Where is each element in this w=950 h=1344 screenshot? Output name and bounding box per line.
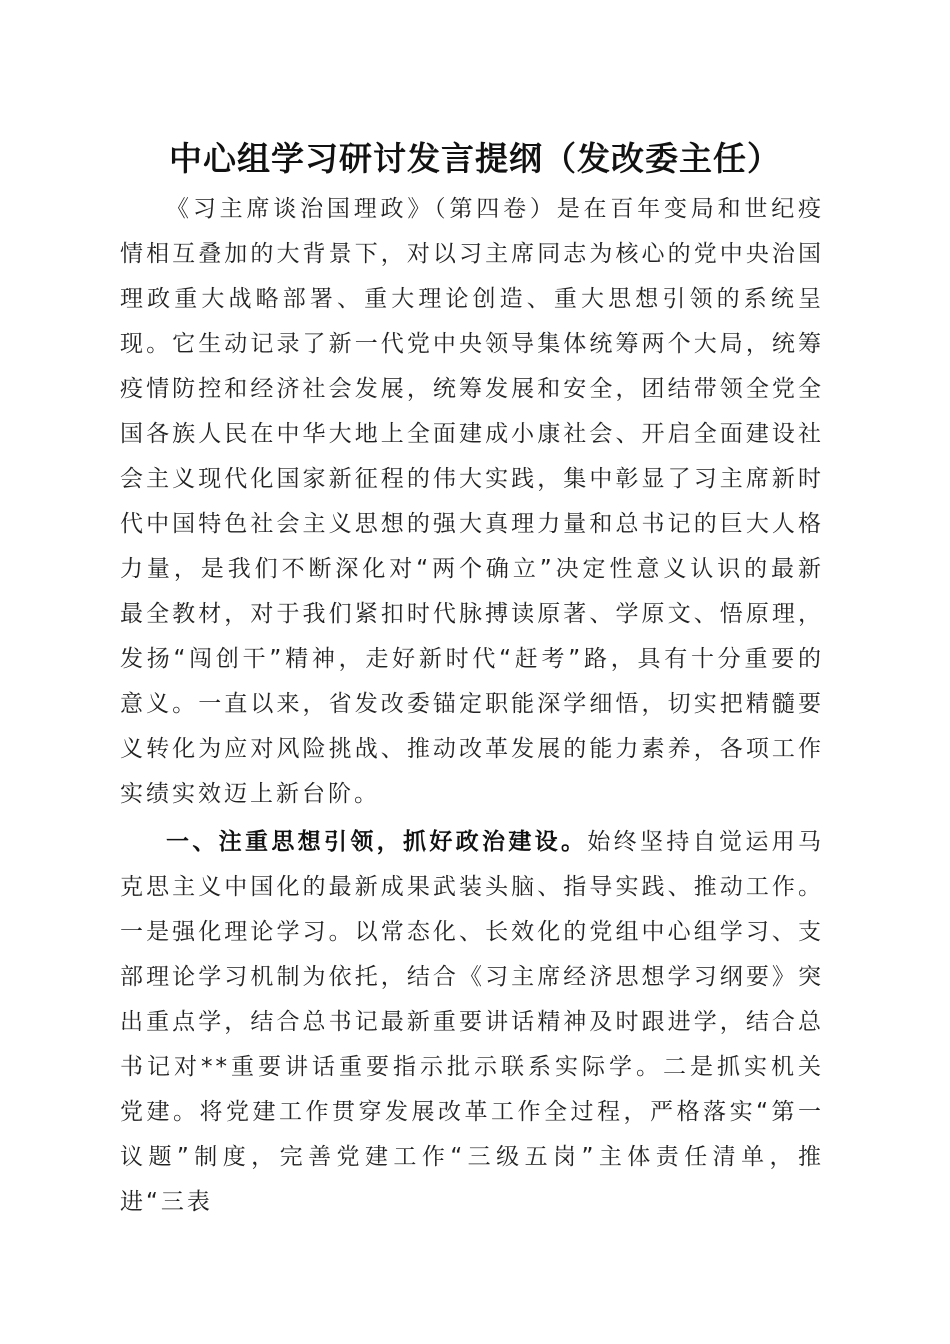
section-one-paragraph [120, 820, 824, 1225]
intro-paragraph [120, 187, 824, 817]
document-body [120, 187, 824, 1225]
document-title: 中心组学习研讨发言提纲（发改委主任） [169, 139, 781, 178]
intro-paragraph-text: 《习主席谈治国理政》（第四卷）是在百年变局和世纪疫情相互叠加的大背景下，对以习主席同志为核心的党中央治国理政重大战略部署、重大理论创造、重大思想引领的系统呈现。它生动记录了新一代党中央领导集体统筹两个大局，统筹疫情防控和经济社会发展，统筹发展和安全，团结带领全党全国各族人民在中华大地上全面建成小康社会、开启全面建设社会主义现代化国家新征程的伟大实践，集中彰显了习主席新时代中国特色社会主义思想的强大真理力量和总书记的巨大人格力量，是我们不断深化对“两个确立”决定性意义认识的最新最全教材，对于我们紧扣时代脉搏读原著、学原文、悟原理，发扬“闯创干”精神，走好新时代“赶考”路，具有十分重要的意义。一直以来，省发改委锚定职能深学细悟，切实把精髓要义转化为应对风险挑战、推动改革发展的能力素养，各项工作实绩实效迈上新台阶。 [120, 196, 824, 807]
section-one-heading: 一、注重思想引领，抓好政治建设。 [166, 829, 588, 855]
section-one-text: 始终坚持自觉运用马克思主义中国化的最新成果武装头脑、指导实践、推动工作。一是强化理论学习。以常态化、长效化的党组中心组学习、支部理论学习机制为依托，结合《习主席经济思想学习纲要》突出重点学，结合总书记最新重要讲话精神及时跟进学，结合总书记对**重要讲话重要指示批示联系实际学。二是抓实机关党建。将党建工作贯穿发展改革工作全过程，严格落实“第一议题”制度，完善党建工作“三级五岗”主体责任清单，推进“三表 [120, 829, 825, 1215]
